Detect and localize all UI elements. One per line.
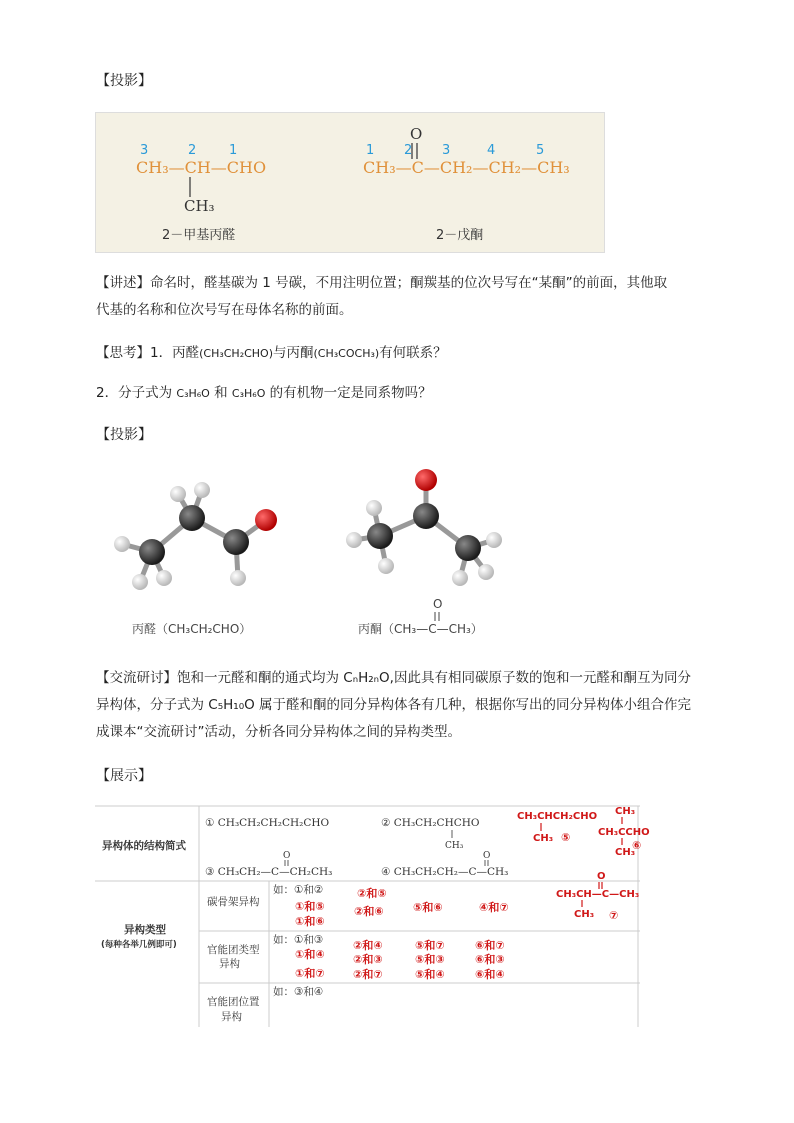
isomer-5: CH₃CHCH₂CHO xyxy=(517,811,598,822)
formula: C₃H₆O xyxy=(231,387,266,400)
methylpropanal-structure xyxy=(136,143,266,243)
carbon-number: 2 xyxy=(188,143,197,158)
isomer-type-label: 异构类型 xyxy=(124,924,166,936)
isomer-6: CH₃CCHO xyxy=(598,827,650,838)
functional-position-label: 异构 xyxy=(221,1011,242,1023)
isomer-7-number: ⑦ xyxy=(609,909,619,922)
carbon-answer: ⑤和⑥ xyxy=(413,901,443,914)
exchange-text: 饱和一元醛和酮的通式均为 CₙH₂ₙO,因此具有相同碳原子数的饱和一元醛和酮互为同分 xyxy=(177,670,691,686)
functional-type-example: 如：①和③ xyxy=(273,934,324,946)
section-heading-exchange: 【交流研讨】 xyxy=(96,670,177,686)
functional-answer: ②和④ xyxy=(353,939,383,952)
functional-answer: ⑤和③ xyxy=(415,953,445,966)
formula-acetone: (CH₃COCH₃) xyxy=(313,347,380,360)
exchange-paragraph xyxy=(96,665,706,746)
question-text: 和 xyxy=(209,385,232,401)
structure-row-label: 异构体的结构简式 xyxy=(102,840,186,852)
functional-answer: ⑤和⑦ xyxy=(415,939,445,952)
lecture-paragraph xyxy=(96,270,736,324)
carbon-skeleton-label: 碳骨架异构 xyxy=(207,896,260,908)
isomer-2-branch: CH₃ xyxy=(445,841,464,851)
formula-propanal: (CH₃CH₂CHO) xyxy=(199,347,274,360)
carbon-number: 3 xyxy=(442,143,451,158)
oxygen-atom: O xyxy=(410,125,423,143)
section-heading-projection-2: 【投影】 xyxy=(96,427,152,443)
isomer-5-branch: CH₃ xyxy=(533,833,554,844)
section-heading-show: 【展示】 xyxy=(96,768,152,784)
formula: C₃H₆O xyxy=(176,387,210,400)
main-chain-formula: CH₃—CH—CHO xyxy=(136,158,267,177)
isomer-1: ① CH₃CH₂CH₂CH₂CHO xyxy=(205,817,330,829)
exchange-text: 成课本“交流研讨”活动，分析各同分异构体之间的异构类型。 xyxy=(96,724,461,740)
functional-answer: ⑤和④ xyxy=(415,968,445,981)
carbon-answer: ②和⑥ xyxy=(354,905,384,918)
isomer-3: ③ CH₃CH₂—C—CH₂CH₃ xyxy=(205,866,333,878)
pentanone-structure xyxy=(363,125,570,243)
think-question-2 xyxy=(96,380,736,407)
functional-answer: ⑥和⑦ xyxy=(475,939,505,952)
isomer-4-oxygen: O xyxy=(483,851,491,861)
carbon-number: 1 xyxy=(229,143,238,158)
question-text: 1．丙醛 xyxy=(150,345,200,361)
lecture-text: 代基的名称和位次号写在母体名称的前面。 xyxy=(96,302,353,318)
name-caption: 2－甲基丙醛 xyxy=(162,228,236,243)
functional-position-label: 官能团位置 xyxy=(207,996,260,1008)
isomer-4: ④ CH₃CH₂CH₂—C—CH₃ xyxy=(381,866,509,878)
name-caption: 2－戊酮 xyxy=(436,228,484,243)
functional-answer: ②和③ xyxy=(353,953,383,966)
isomer-table xyxy=(95,805,650,1027)
functional-position-example: 如：③和④ xyxy=(273,986,324,998)
isomer-6-number: ⑥ xyxy=(632,839,642,852)
lecture-text: 命名时，醛基碳为 1 号碳，不用注明位置；酮羰基的位次号写在“某酮”的前面，其他取 xyxy=(150,275,668,291)
molecule-models-svg xyxy=(100,460,520,650)
question-text: 与丙酮 xyxy=(273,345,314,361)
acetone-caption: 丙酮（CH₃—C—CH₃） xyxy=(358,622,483,636)
isomer-2: ② CH₃CH₂CHCHO xyxy=(381,817,480,829)
branch-formula: CH₃ xyxy=(184,197,215,215)
naming-structures-svg xyxy=(96,113,604,252)
naming-figure xyxy=(95,112,605,253)
carbon-answer: ②和⑤ xyxy=(357,887,387,900)
isomer-7-oxygen: O xyxy=(597,871,606,882)
section-heading-think: 【思考】 xyxy=(96,345,150,361)
isomer-7: CH₃CH—C—CH₃ xyxy=(556,889,640,900)
functional-answer: ⑥和③ xyxy=(475,953,505,966)
functional-answer: ②和⑦ xyxy=(353,968,383,981)
isomer-6-top-methyl: CH₃ xyxy=(615,806,636,817)
isomer-table-grid xyxy=(95,805,650,1027)
functional-type-label: 官能团类型 xyxy=(207,944,260,956)
carbon-number: 1 xyxy=(366,143,375,158)
question-text: 2．分子式为 xyxy=(96,385,177,401)
question-text: 的有机物一定是同系物吗？ xyxy=(265,385,432,401)
section-heading-lecture: 【讲述】 xyxy=(96,275,150,291)
carbon-answer: ①和⑤ xyxy=(295,900,325,913)
carbon-answer: ①和⑥ xyxy=(295,915,325,928)
molecule-models-figure xyxy=(100,460,520,650)
functional-answer: ⑥和④ xyxy=(475,968,505,981)
isomer-3-oxygen: O xyxy=(283,851,291,861)
functional-answer: ①和④ xyxy=(295,948,325,961)
functional-answer: ①和⑦ xyxy=(295,967,325,980)
isomer-5-number: ⑤ xyxy=(561,831,571,844)
carbon-answer: ④和⑦ xyxy=(479,901,509,914)
think-question-1 xyxy=(96,340,736,367)
section-heading-projection-1: 【投影】 xyxy=(96,73,152,89)
exchange-text: 异构体，分子式为 C₅H₁₀O 属于醛和酮的同分异构体各有几种，根据你写出的同分异构体小组合作完 xyxy=(96,697,692,713)
carbon-skeleton-example: 如：①和② xyxy=(273,884,324,896)
carbon-number: 3 xyxy=(140,143,149,158)
propanal-caption: 丙醛（CH₃CH₂CHO） xyxy=(132,622,252,636)
carbon-number: 2 xyxy=(404,143,413,158)
functional-type-label: 异构 xyxy=(219,958,240,970)
carbon-number: 5 xyxy=(536,143,545,158)
isomer-7-branch: CH₃ xyxy=(574,909,595,920)
main-chain-formula: CH₃—C—CH₂—CH₂—CH₃ xyxy=(363,158,570,177)
acetone-oxygen: O xyxy=(433,597,443,611)
isomer-type-sublabel: (每种各举几例即可) xyxy=(101,940,177,950)
isomer-6-bottom-methyl: CH₃ xyxy=(615,847,636,858)
question-text: 有何联系？ xyxy=(379,345,447,361)
carbon-number: 4 xyxy=(487,143,496,158)
